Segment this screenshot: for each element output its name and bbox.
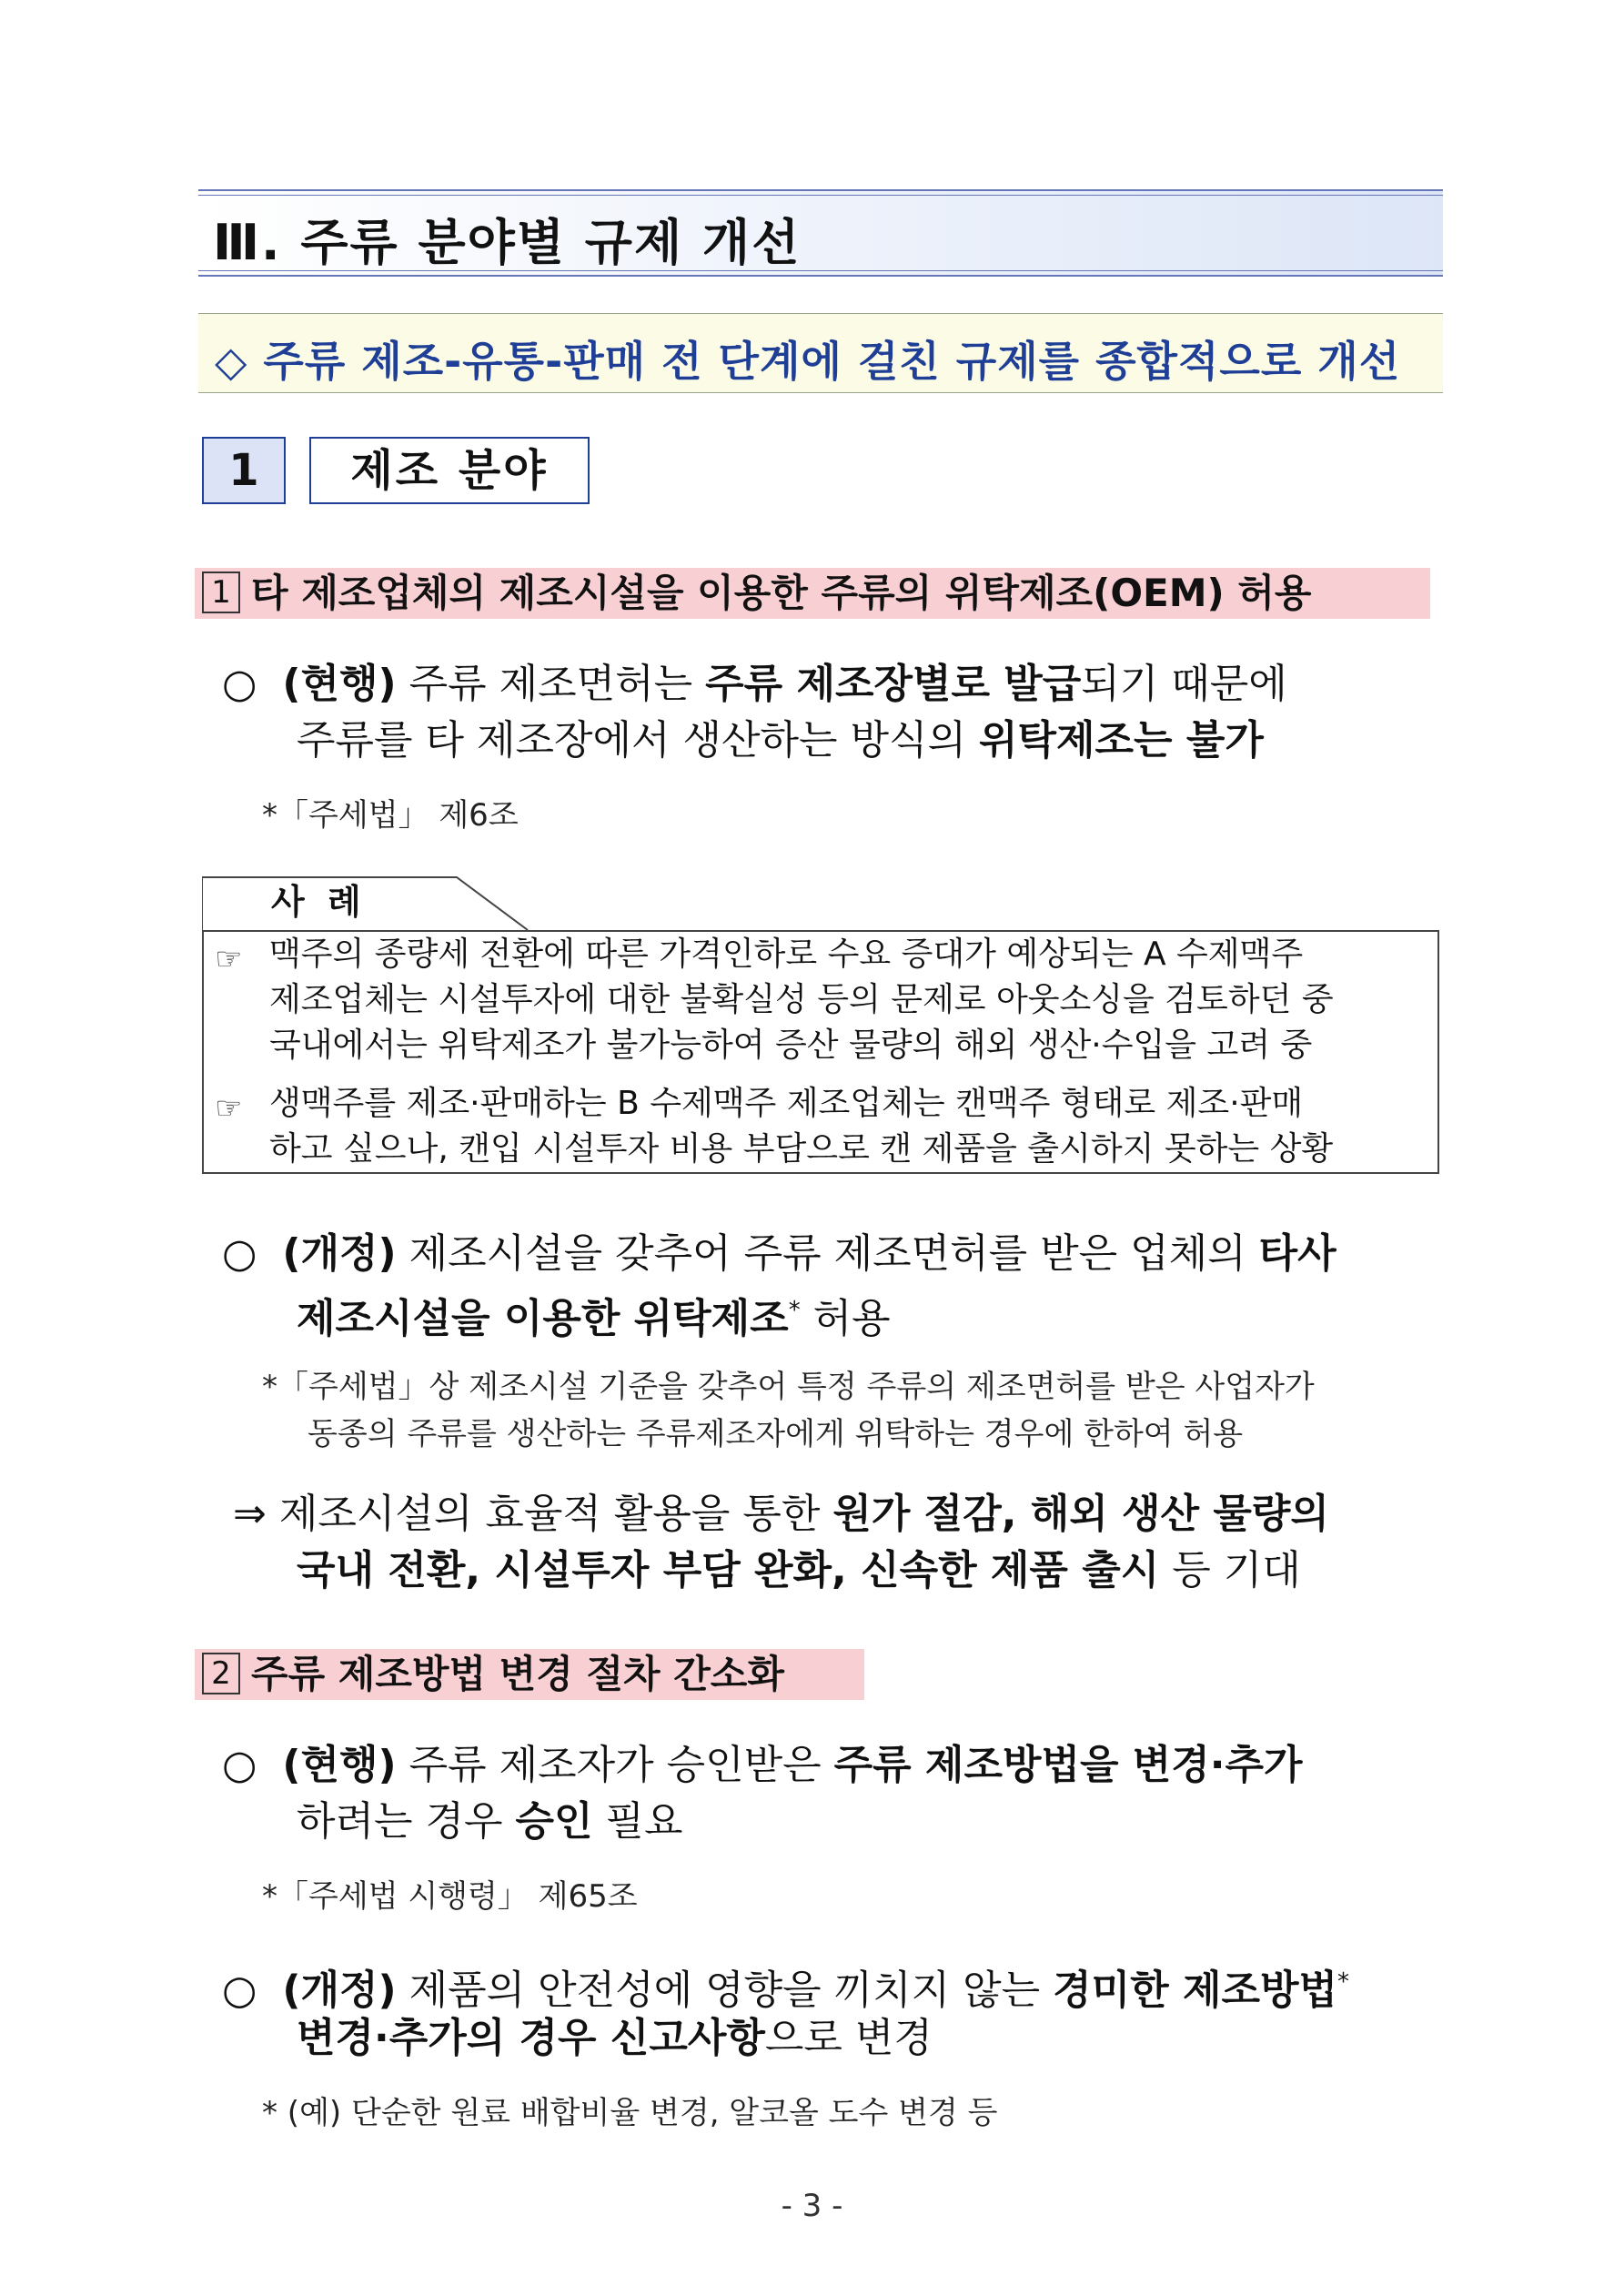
emphasis-run: 승인 [515,1798,593,1845]
footnote-marker: * [1337,1968,1349,1996]
emphasis-run: 변경·추가의 경우 신고사항 [297,2015,765,2061]
text-run: 으로 변경 [764,2015,933,2061]
text-run: 허용 [800,1295,891,1342]
text-run: 필요 [592,1798,683,1845]
current-label: (현행) [282,1742,397,1788]
sub1-revised-note-line2: 동종의 주류를 생산하는 주류제조자에게 위탁하는 경우에 한하여 허용 [308,1416,1244,1452]
sub1-revised-line1 [222,1227,1337,1281]
subheading-2-number: 2 [202,1653,240,1694]
text-run: 되기 때문에 [1081,661,1287,707]
emphasis-run: 주류 제조장별로 발급 [705,661,1082,707]
text-run: 하려는 경우 [297,1798,516,1845]
subheading-1 [195,568,1430,619]
pointing-hand-icon: ☞ [215,941,243,977]
subheading-2-title: 주류 제조방법 변경 절차 간소화 [251,1652,784,1696]
sub2-current-line1 [222,1738,1303,1793]
emphasis-run: 타사 [1258,1230,1337,1277]
emphasis-run: 위탁제조는 불가 [979,717,1264,764]
sub2-current-line2 [297,1795,683,1849]
case-item1-line2: 제조업체는 시설투자에 대한 불확실성 등의 문제로 아웃소싱을 검토하던 중 [269,981,1334,1018]
arrow-icon: ⇒ [233,1491,267,1537]
text-run: 주류를 타 제조장에서 생산하는 방식의 [297,717,979,764]
pointing-hand-icon: ☞ [215,1090,243,1127]
case-item1-line3: 국내에서는 위탁제조가 불가능하여 증산 물량의 해외 생산·수입을 고려 중 [269,1027,1313,1064]
revised-label: (개정) [282,1230,397,1277]
text-run: 주류 제조자가 승인받은 [396,1742,834,1788]
current-label: (현행) [282,661,397,707]
emphasis-run: 제조시설을 이용한 위탁제조 [297,1295,789,1342]
case-label: 사 례 [271,882,367,922]
sub2-current-note: *「주세법 시행령」 제65조 [262,1878,638,1915]
bullet: ○ [222,1967,257,2014]
bullet: ○ [222,661,257,707]
sub1-revised-note-line1: *「주세법」상 제조시설 기준을 갖추어 특정 주류의 제조면허를 받은 사업자가 [262,1369,1315,1405]
emphasis-run: 원가 절감, 해외 생산 물량의 [832,1491,1329,1537]
emphasis-run: 주류 제조방법을 변경·추가 [833,1742,1303,1788]
bullet: ○ [222,1742,257,1788]
chapter-title: Ⅲ. 주류 분야별 규제 개선 [213,214,802,271]
page-number: - 3 - [781,2188,843,2224]
chapter-heading [198,189,1443,277]
footnote-marker: * [788,1297,801,1324]
case-item2-line2: 하고 싶으나, 캔입 시설투자 비용 부담으로 캔 제품을 출시하지 못하는 상황 [269,1130,1334,1168]
subheading-1-number: 1 [202,571,240,613]
sub1-current-line1 [222,657,1287,712]
sub2-revised-line1 [222,1955,1349,2018]
sub2-revised-note: * (예) 단순한 원료 배합비율 변경, 알코올 도수 변경 등 [262,2095,998,2131]
case-item1-line1: 맥주의 종량세 전환에 따른 가격인하로 수요 증대가 예상되는 A 수제맥주 [269,936,1304,973]
effect-line1 [233,1487,1329,1542]
subheading-2 [195,1649,864,1700]
text-run: 등 기대 [1159,1547,1301,1593]
text-run: 제조시설의 효율적 활용을 통한 [266,1491,833,1537]
sub1-revised-line2 [297,1283,891,1347]
sub1-current-note: *「주세법」 제6조 [262,797,519,834]
effect-line2 [297,1543,1301,1598]
summary-bar [198,313,1443,393]
emphasis-run: 국내 전환, 시설투자 부담 완화, 신속한 제품 출시 [297,1547,1160,1593]
bullet: ○ [222,1230,257,1277]
text-run: 제조시설을 갖추어 주류 제조면허를 받은 업체의 [396,1230,1259,1277]
emphasis-run: 경미한 제조방법 [1053,1967,1337,2014]
sub2-revised-line2 [297,2011,933,2066]
text-run: 주류 제조면허는 [396,661,706,707]
summary-text: ◇ 주류 제조-유통-판매 전 단계에 걸친 규제를 종합적으로 개선 [215,337,1401,386]
revised-label: (개정) [282,1967,397,2014]
section-number: 1 [202,437,286,504]
subheading-1-title: 타 제조업체의 제조시설을 이용한 주류의 위탁제조(OEM) 허용 [251,571,1312,615]
text-run: 제품의 안전성에 영향을 끼치지 않는 [396,1967,1054,2014]
case-item2-line1: 생맥주를 제조·판매하는 B 수제맥주 제조업체는 캔맥주 형태로 제조·판매 [269,1085,1304,1122]
sub1-current-line2 [297,713,1264,768]
section-title: 제조 분야 [309,437,590,504]
